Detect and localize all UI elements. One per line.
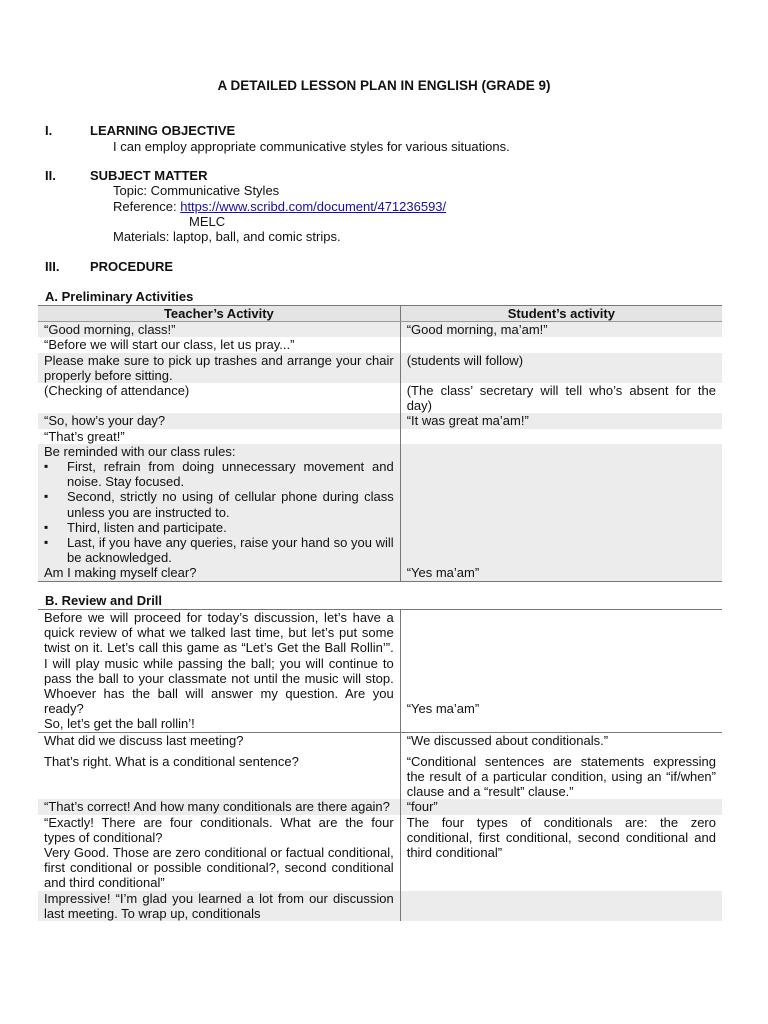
table-row [38,353,722,383]
reference-link[interactable]: https://www.scribd.com/document/471236593/ [180,199,447,214]
closing-question: Am I making myself clear? [44,565,197,581]
student-column-header: Student’s activity [400,306,722,322]
teacher-cell [38,815,400,891]
section-number: II. [45,168,56,183]
student-cell [400,891,722,921]
teacher-cell: Impressive! “I’m glad you learned a lot from our discussion last meeting. To wrap up, conditionals [38,891,400,921]
student-cell: (students will follow) [400,353,722,383]
objective-text: I can employ appropriate communicative styles for various situations. [113,139,510,154]
student-cell [400,429,722,444]
student-cell: The four types of conditionals are: the zero conditional, first conditional, second conditional and third conditional” [406,814,716,861]
section-subject-matter [45,168,735,246]
teacher-cell: Please make sure to pick up trashes and arrange your chair properly before sitting. [38,353,400,383]
student-cell [400,716,722,732]
table-row [38,413,722,428]
section-heading: LEARNING OBJECTIVE [90,123,236,138]
student-cell [400,337,722,352]
teacher-cell: (Checking of attendance) [38,383,400,413]
table-row [38,732,722,752]
section-procedure [45,259,735,275]
list-item: ▪ First, refrain from doing unnecessary movement and noise. Stay focused. [44,459,394,489]
teacher-cell: “That’s great!” [38,429,400,444]
table-row [38,716,722,732]
section-heading: SUBJECT MATTER [90,168,208,183]
teacher-cell: What did we discuss last meeting? [38,732,400,752]
student-cell: “We discussed about conditionals.” [400,732,722,752]
rules-intro: Be reminded with our class rules: [44,443,236,459]
materials-text: Materials: laptop, ball, and comic strips. [113,229,341,244]
reference-label: Reference: [113,199,177,214]
table-row [38,322,722,338]
student-cell: “Good morning, ma’am!” [400,322,722,338]
teacher-column-header: Teacher’s Activity [38,306,400,322]
table-row [38,429,722,444]
review-heading: B. Review and Drill [45,593,163,608]
table-row [38,383,722,413]
rules-list [44,459,394,565]
teacher-cell: “That’s correct! And how many conditionals are there again? [38,799,400,814]
student-cell: “four” [400,799,722,814]
table-row [38,752,722,800]
teacher-cell: “Good morning, class!” [38,322,400,338]
list-item: ▪ Second, strictly no using of cellular phone during class unless you are instructed to. [44,489,394,519]
section-heading: PROCEDURE [90,259,174,274]
list-item: ▪ Third, listen and participate. [44,520,394,535]
table-row [38,891,722,921]
student-cell: “It was great ma’am!” [400,413,722,428]
reference-line [113,199,446,214]
topic-text: Topic: Communicative Styles [113,183,280,198]
preliminary-table [38,305,722,582]
teacher-cell: “Before we will start our class, let us pray...” [38,337,400,352]
teacher-cell [38,444,400,581]
section-number: III. [45,259,60,274]
preliminary-heading: A. Preliminary Activities [45,289,194,304]
teacher-text: Very Good. Those are zero conditional or factual conditional, first conditional or possible conditional?, second conditional and third conditional” [44,845,394,891]
table-header-row [38,306,722,322]
document-title: A DETAILED LESSON PLAN IN ENGLISH (GRADE 9) [217,78,551,93]
teacher-cell: “So, how’s your day? [38,413,400,428]
list-item: ▪ Last, if you have any queries, raise your hand so you will be acknowledged. [44,535,394,565]
review-table [38,609,722,921]
table-row [38,815,722,891]
melc-text: MELC [189,214,226,229]
student-cell: “Yes ma’am” [406,701,480,717]
student-cell: (The class’ secretary will tell who’s absent for the day) [406,383,716,414]
table-row [38,799,722,814]
table-row [38,444,722,581]
teacher-text: “Exactly! There are four conditionals. What are the four types of conditional? [44,814,394,845]
table-row [38,610,722,717]
student-cell: “Conditional sentences are statements expressing the result of a particular condition, using an “if/when” clause and a “result” clause.” [406,753,716,800]
teacher-cell: That’s right. What is a conditional sentence? [38,752,400,800]
teacher-cell: So, let’s get the ball rollin’! [38,716,400,732]
section-learning-objective [45,123,735,155]
student-cell: “Yes ma’am” [400,444,722,581]
table-row [38,337,722,352]
section-number: I. [45,123,53,138]
teacher-cell: Before we will proceed for today’s discussion, let’s have a quick review of what we talked last time, but let’s put some twist on it. Let’s call this game as “Let’s Get the Ball Rollin’”. I will play music while passing the ball; you will continue to pass the ball to your classmate not until the music will stop. Whoever has the ball will answer my question. Are you ready? [38,610,400,717]
